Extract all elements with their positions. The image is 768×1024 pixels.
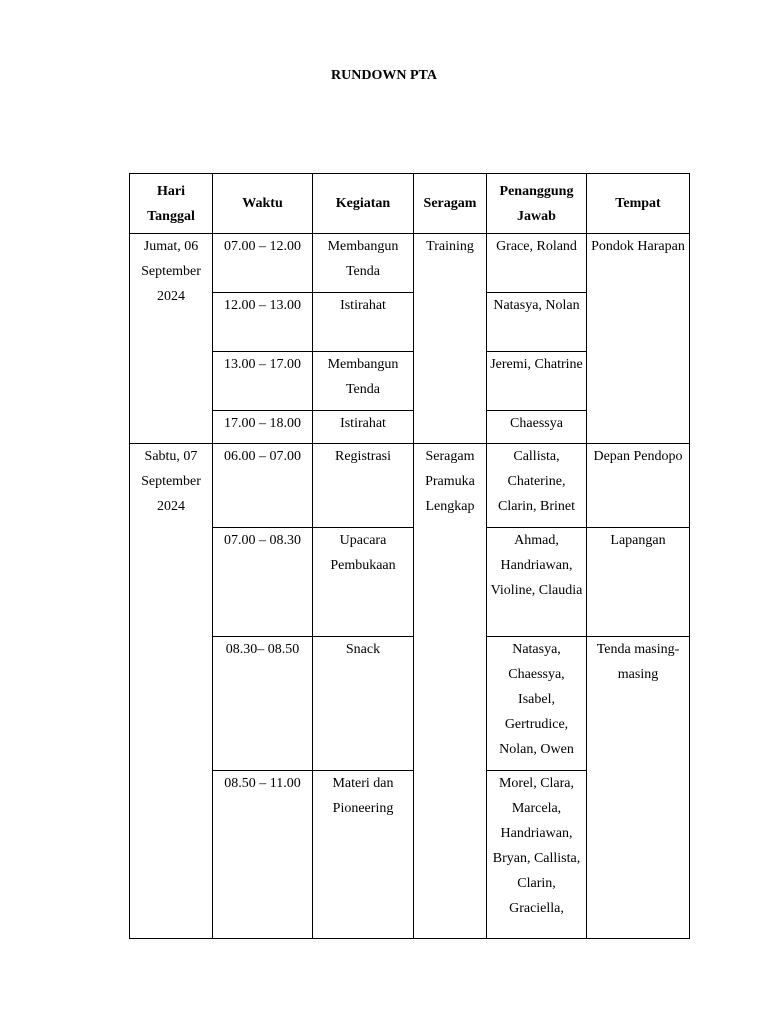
activity-cell: Membangun Tenda xyxy=(313,352,414,411)
pic-cell: Ahmad, Handriawan, Violine, Claudia xyxy=(487,528,587,637)
activity-cell: Membangun Tenda xyxy=(313,234,414,293)
place-cell: Lapangan xyxy=(587,528,690,637)
table-row xyxy=(130,637,690,771)
place-cell: Depan Pendopo xyxy=(587,444,690,528)
header-place: Tempat xyxy=(587,174,690,234)
activity-cell: Istirahat xyxy=(313,293,414,352)
pic-cell-text: Morel, Clara, Marcela, Handriawan, Bryan, Callista, Clarin, Graciella, xyxy=(492,776,581,916)
pic-cell: Grace, Roland xyxy=(487,234,587,293)
header-time: Waktu xyxy=(213,174,313,234)
uniform-cell: Training xyxy=(414,234,487,444)
pic-cell: Jeremi, Chatrine xyxy=(487,352,587,411)
time-cell: 06.00 – 07.00 xyxy=(213,444,313,528)
time-cell: 07.00 – 12.00 xyxy=(213,234,313,293)
day-date-cell: Sabtu, 07 September 2024 xyxy=(130,444,213,939)
place-cell: Pondok Harapan xyxy=(587,234,690,444)
time-cell: 08.50 – 11.00 xyxy=(213,771,313,939)
pic-cell: Natasya, Nolan xyxy=(487,293,587,352)
pic-cell: Callista, Chaterine, Clarin, Brinet xyxy=(487,444,587,528)
day-date-cell: Jumat, 06 September 2024 xyxy=(130,234,213,444)
activity-cell: Registrasi xyxy=(313,444,414,528)
header-day-date: Hari Tanggal xyxy=(130,174,213,234)
rundown-table xyxy=(129,173,690,939)
activity-cell: Upacara Pembukaan xyxy=(313,528,414,637)
activity-cell: Snack xyxy=(313,637,414,771)
header-activity: Kegiatan xyxy=(313,174,414,234)
time-cell: 12.00 – 13.00 xyxy=(213,293,313,352)
header-pic: Penanggung Jawab xyxy=(487,174,587,234)
document-title: RUNDOWN PTA xyxy=(331,68,437,83)
table-header-row xyxy=(130,174,690,234)
table-row xyxy=(130,444,690,528)
time-cell: 07.00 – 08.30 xyxy=(213,528,313,637)
uniform-cell: Seragam Pramuka Lengkap xyxy=(414,444,487,939)
pic-cell: Natasya, Chaessya, Isabel, Gertrudice, Nolan, Owen xyxy=(487,637,587,771)
place-cell: Tenda masing-masing xyxy=(587,637,690,939)
activity-cell: Materi dan Pioneering xyxy=(313,771,414,939)
time-cell: 13.00 – 17.00 xyxy=(213,352,313,411)
pic-cell xyxy=(487,771,587,939)
time-cell: 17.00 – 18.00 xyxy=(213,411,313,444)
time-cell: 08.30– 08.50 xyxy=(213,637,313,771)
pic-cell: Chaessya xyxy=(487,411,587,444)
table-row xyxy=(130,528,690,637)
activity-cell: Istirahat xyxy=(313,411,414,444)
table-row xyxy=(130,234,690,293)
header-uniform: Seragam xyxy=(414,174,487,234)
